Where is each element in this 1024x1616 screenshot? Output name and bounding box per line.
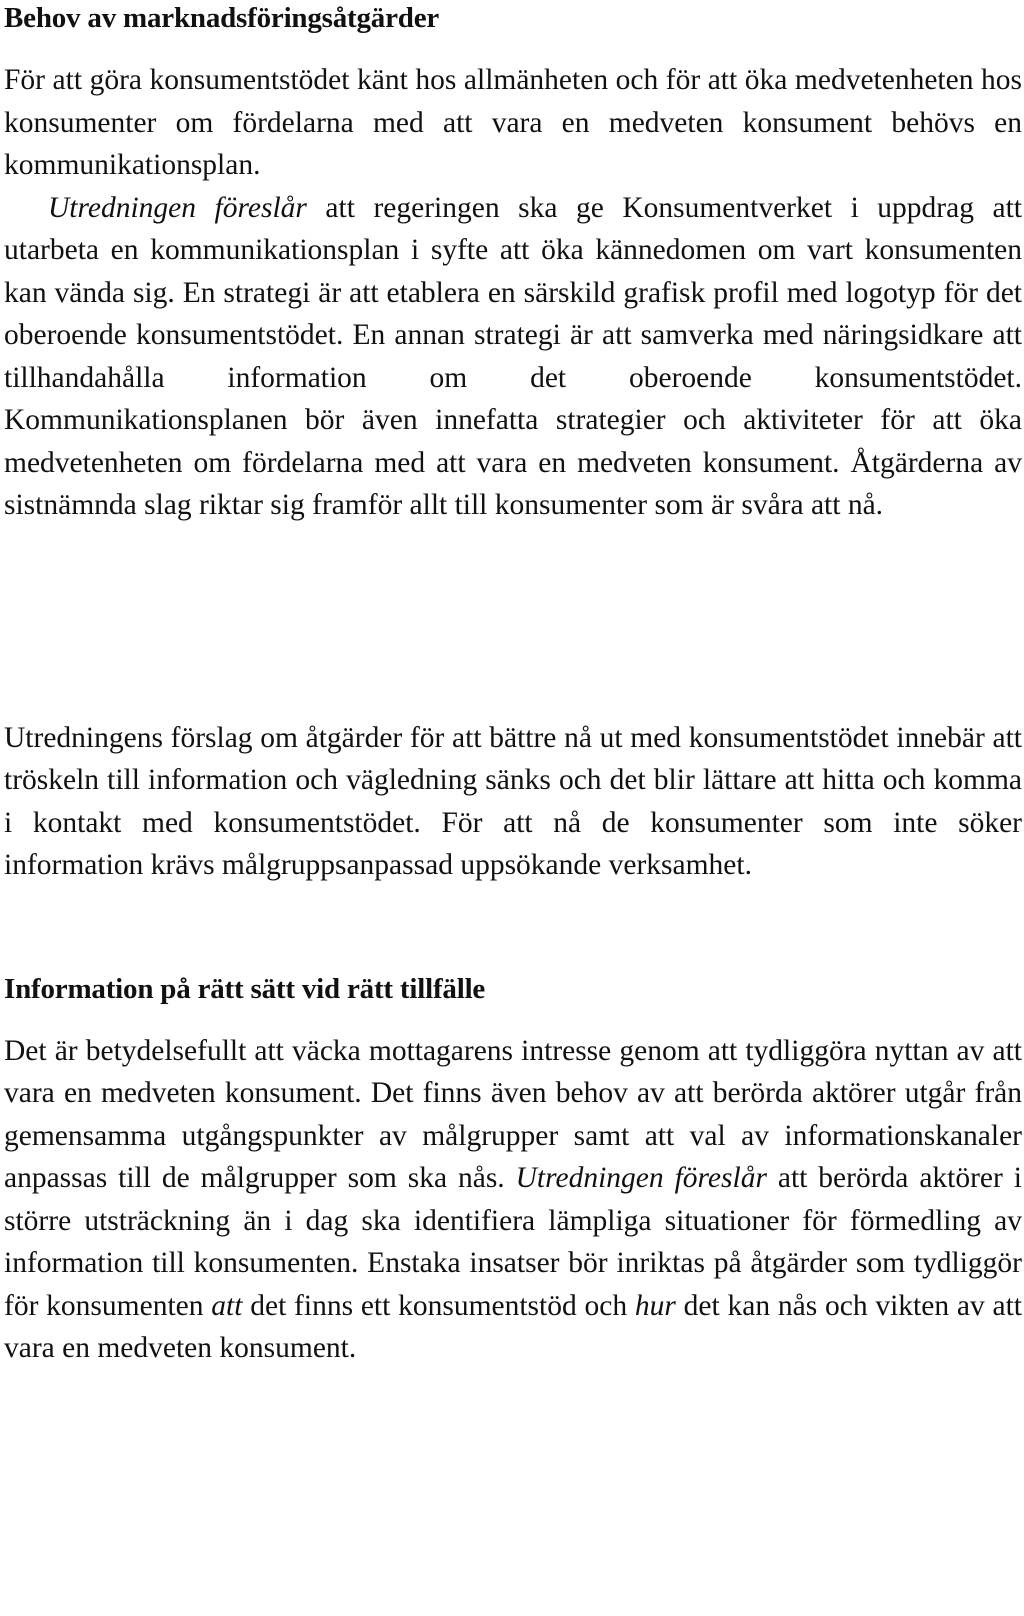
paragraph-text: det kan nås och vikten av att vara en medveten konsument.: [4, 1289, 1022, 1364]
paragraph-outreach: Utredningens förslag om åtgärder för att bättre nå ut med konsumentstödet innebär att tröskeln till information och vägledning sänks och det blir lättare att hitta och komma i kontakt med konsumentstödet. För att nå de konsumenter som inte söker information krävs målgruppsanpassad uppsökande verksamhet.: [4, 721, 1022, 881]
paragraph-communication-plan: För att göra konsumentstödet känt hos allmänheten och för att öka medvetenheten hos konsumenter om fördelarna med att vara en medveten konsument behövs en kommunikationsplan.: [4, 64, 1022, 181]
emphasis-att: att: [211, 1289, 243, 1322]
section-heading-information-timing: Information på rätt sätt vid rätt tillfälle: [4, 972, 486, 1005]
paragraph-text: att berörda aktörer i större utsträckning än i dag ska identifiera lämpliga situationer för förmedling av information till konsumenten. Enstaka insatser bör inriktas på åtgärder som tydliggör för konsumenten: [4, 1162, 1022, 1322]
paragraph-information-timing: [4, 1030, 1022, 1370]
paragraph-proposal-consumer-agency: [4, 187, 1022, 527]
paragraph-text: det finns ett konsumentstöd och: [242, 1289, 635, 1322]
paragraph-text: Det är betydelsefullt att väcka mottagarens intresse genom att tydliggöra nyttan av att vara en medveten konsument. Det finns även behov av att berörda aktörer utgår från gemensamma utgångspunkter av målgrupper samt att val av informationskanaler anpassas till de målgrupper som ska nås.: [4, 1034, 1022, 1194]
emphasis-proposal: Utredningen föreslår: [515, 1162, 767, 1194]
emphasis-proposal: Utredningen föreslår: [48, 191, 307, 224]
emphasis-hur: hur: [634, 1289, 676, 1322]
section-heading-marketing: Behov av marknadsföringsåtgärder: [4, 2, 440, 34]
paragraph-text: att regeringen ska ge Konsumentverket i uppdrag att utarbeta en kommunikationsplan i syfte att öka kännedomen om vart konsumenten kan vända sig. En strategi är att etablera en särskild grafisk profil med logotyp för det oberoende konsumentstödet. En annan strategi är att samverka med näringsidkare att tillhandahålla information om det oberoende konsumentstödet. Kommunikationsplanen bör även innefatta strategier och aktiviteter för att öka medvetenheten om fördelarna med att vara en medveten konsument. Åtgärderna av sistnämnda slag riktar sig framför allt till konsumenter som är svåra att nå.: [4, 191, 1022, 521]
